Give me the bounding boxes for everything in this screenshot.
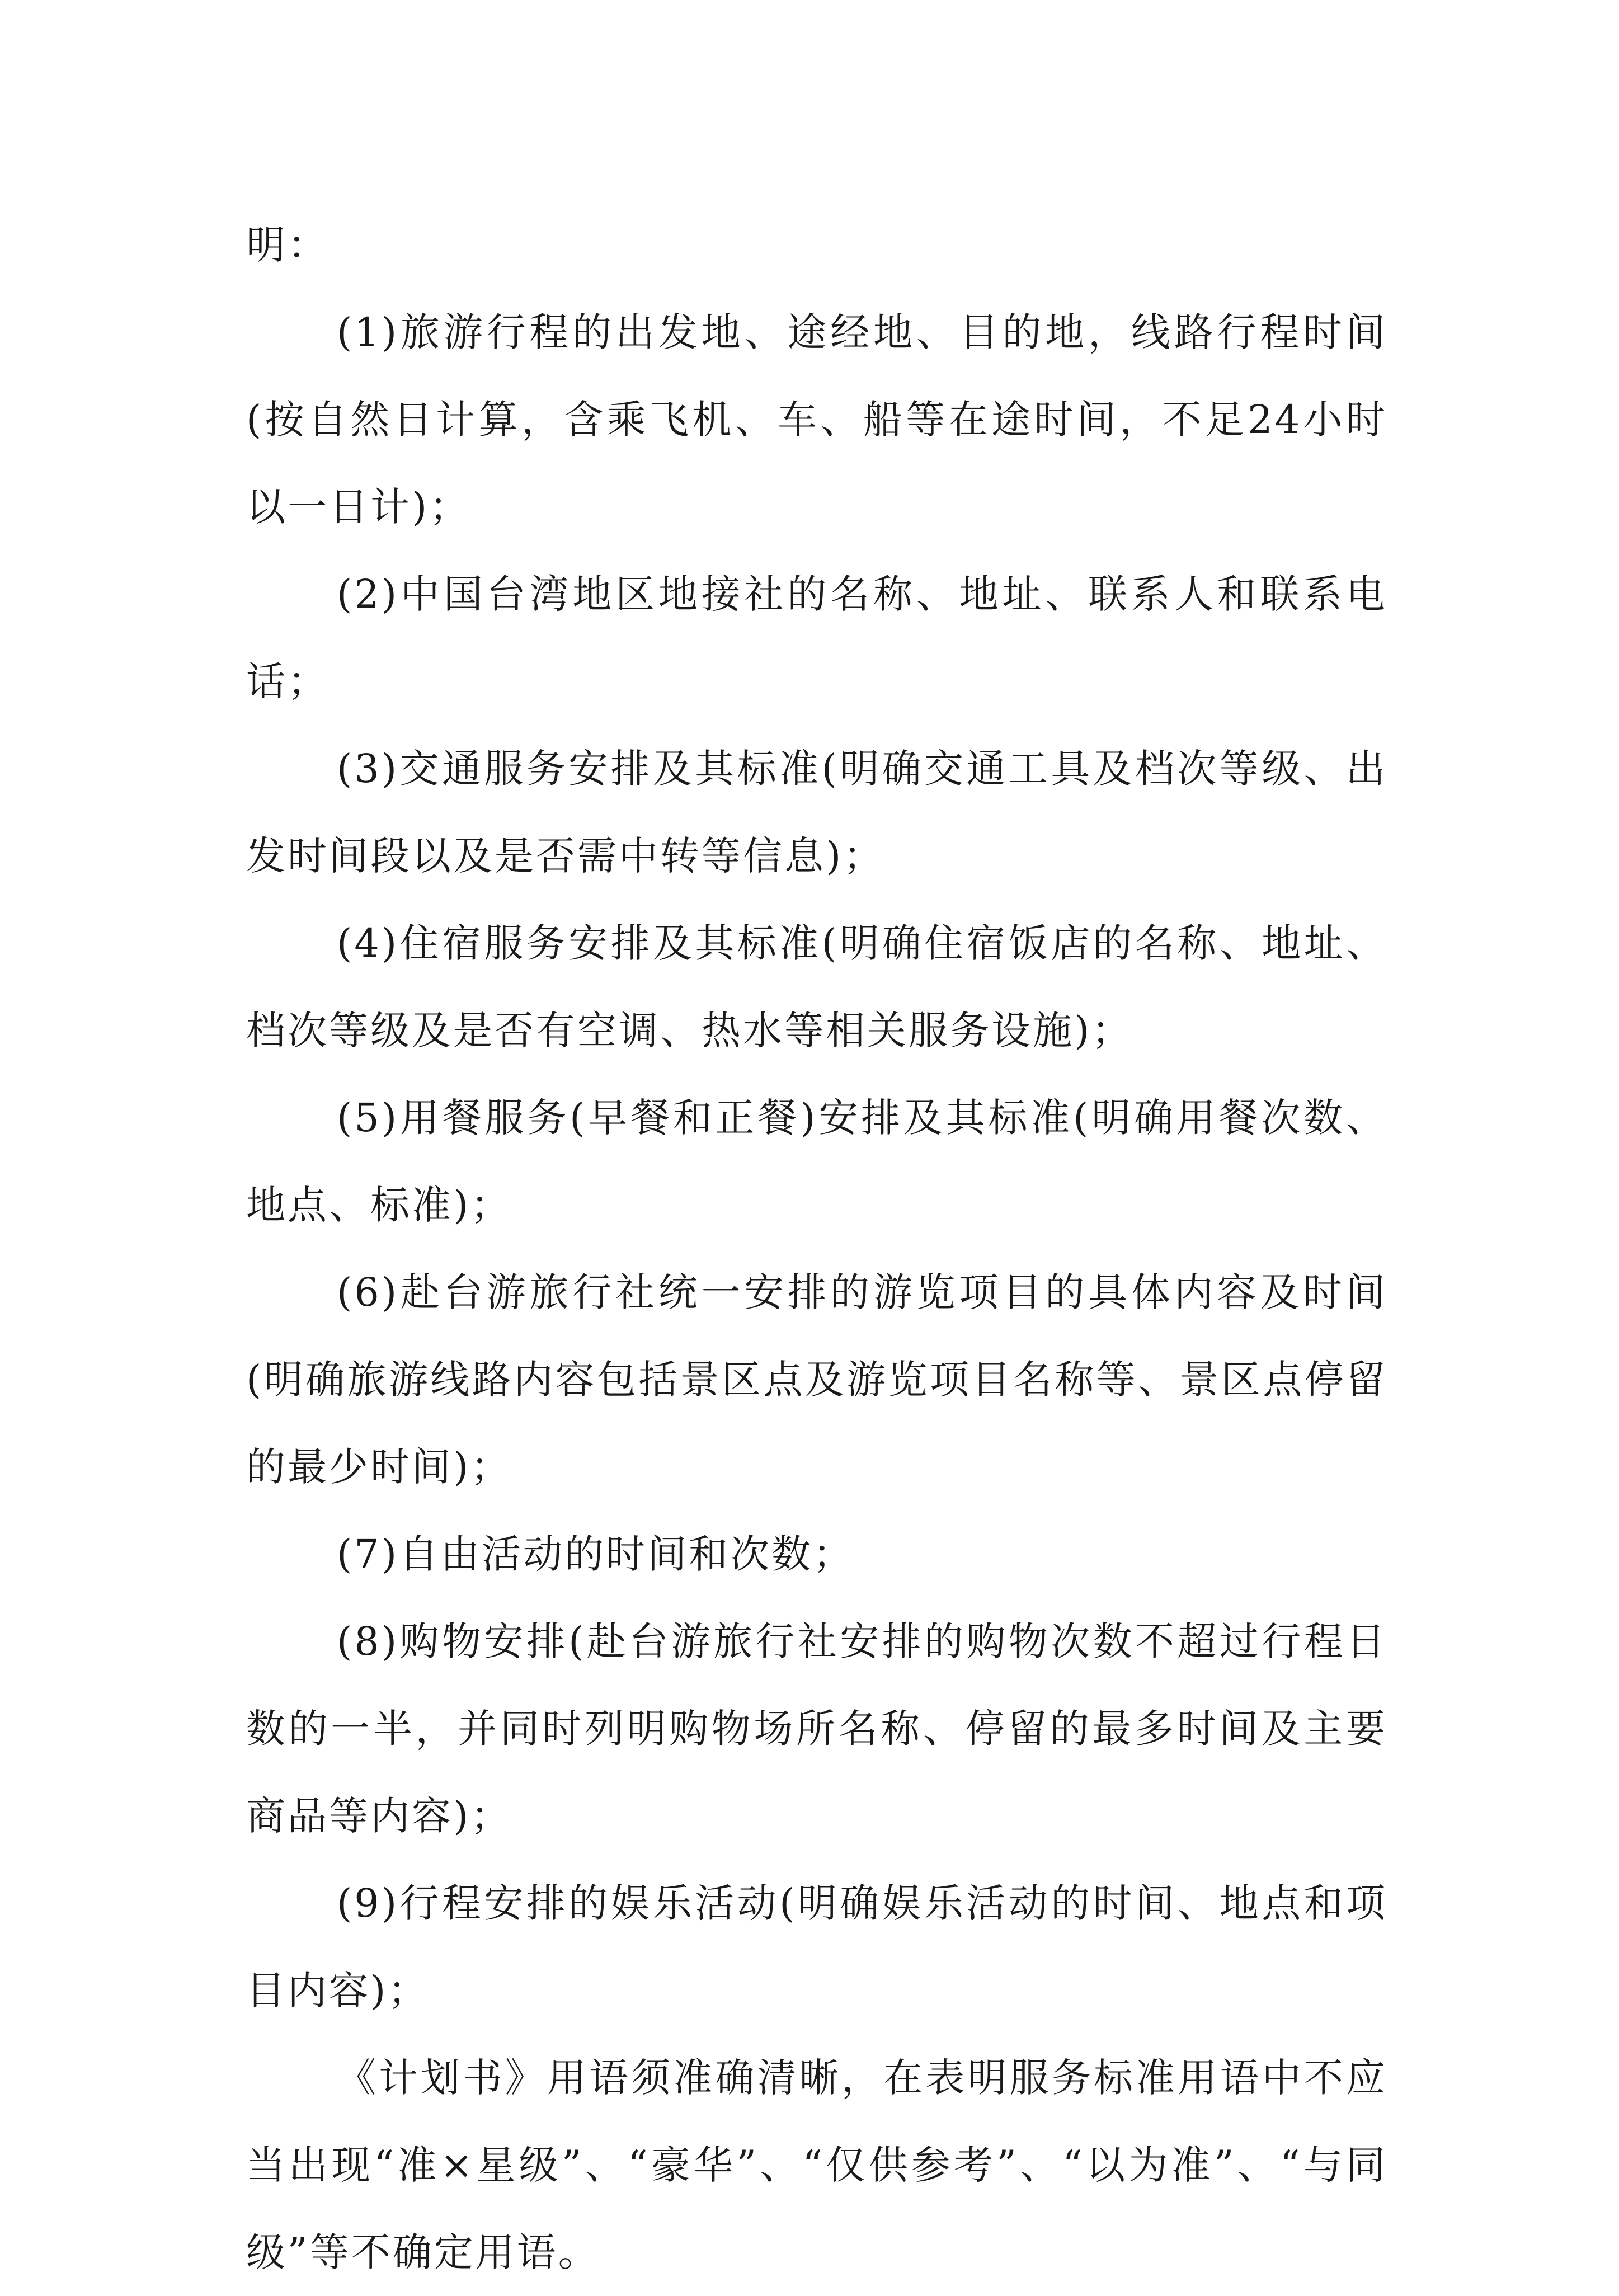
list-item-6: (6)赴台游旅行社统一安排的游览项目的具体内容及时间(明确旅游线路内容包括景区点及游览项目名称等、景区点停留的最少时间)； — [246, 1269, 1387, 1490]
list-item-5: (5)用餐服务(早餐和正餐)安排及其标准(明确用餐次数、地点、标准)； — [246, 1095, 1387, 1228]
paragraph-continuation: 明： — [246, 222, 329, 268]
list-item-2: (2)中国台湾地区地接社的名称、地址、联系人和联系电话； — [246, 571, 1387, 704]
document-body — [246, 201, 1387, 2296]
closing-paragraph: 《计划书》用语须准确清晰，在表明服务标准用语中不应当出现“准×星级”、“豪华”、“仅供参考”、“以为准”、“与同级”等不确定用语。 — [246, 2055, 1387, 2275]
list-item-9: (9)行程安排的娱乐活动(明确娱乐活动的时间、地点和项目内容)； — [246, 1880, 1387, 2013]
list-item-1: (1)旅游行程的出发地、途经地、目的地，线路行程时间(按自然日计算，含乘飞机、车、船等在途时间，不足24小时以一日计)； — [246, 309, 1387, 530]
list-item-7: (7)自由活动的时间和次数； — [337, 1531, 855, 1577]
list-item-3: (3)交通服务安排及其标准(明确交通工具及档次等级、出发时间段以及是否需中转等信息)； — [246, 746, 1387, 879]
list-item-4: (4)住宿服务安排及其标准(明确住宿饭店的名称、地址、档次等级及是否有空调、热水等相关服务设施)； — [246, 920, 1387, 1053]
list-item-8: (8)购物安排(赴台游旅行社安排的购物次数不超过行程日数的一半，并同时列明购物场所名称、停留的最多时间及主要商品等内容)； — [246, 1619, 1387, 1839]
